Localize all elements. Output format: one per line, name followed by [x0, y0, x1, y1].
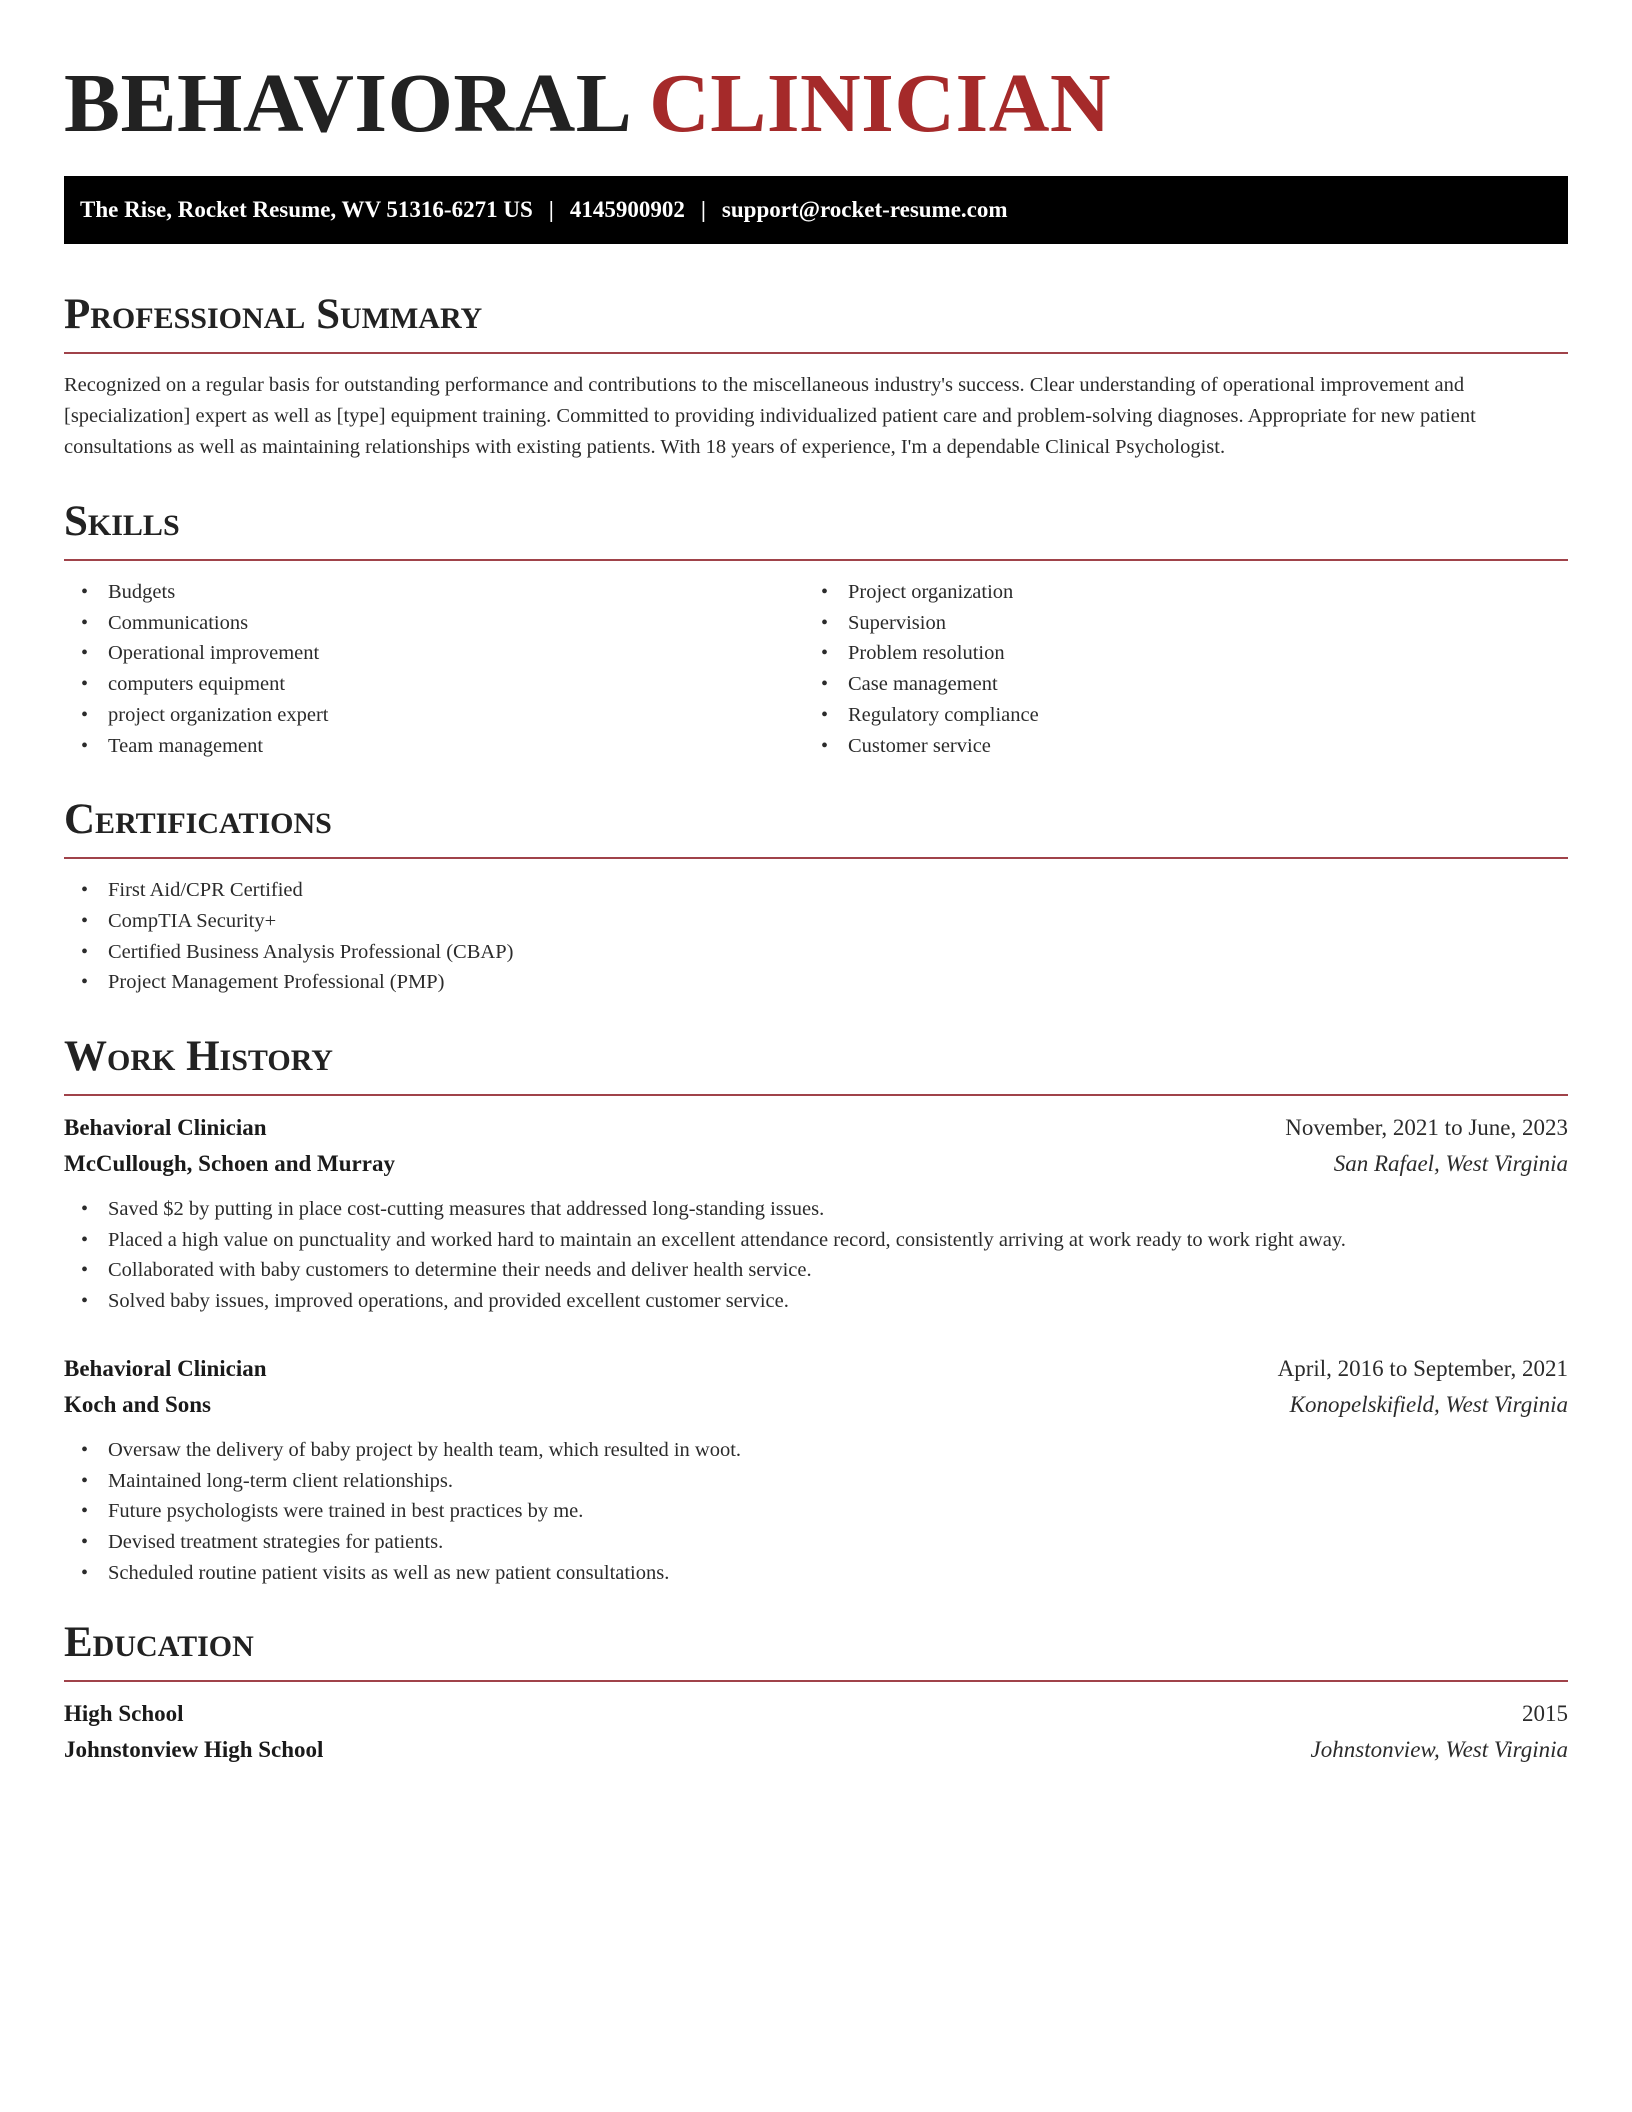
certification-item: • CompTIA Security+ [81, 909, 277, 932]
skill-item: • computers equipment [81, 673, 286, 696]
skill-item: • Supervision [821, 611, 946, 634]
job-bullet: • Devised treatment strategies for patients. [81, 1530, 444, 1553]
job-dates: November, 2021 to June, 2023 [1285, 1115, 1568, 1141]
title-second-word: CLINICIAN [649, 57, 1112, 150]
job-title: Behavioral Clinician [64, 1355, 267, 1381]
job-bullets [64, 1435, 1568, 1589]
section-heading: Work History [64, 1033, 333, 1081]
skill-item: • project organization expert [81, 703, 329, 726]
section-heading: Skills [64, 498, 180, 545]
job-bullet: • Future psychologists were trained in best practices by me. [81, 1500, 584, 1523]
skill-item: • Customer service [821, 734, 991, 757]
job-bullet: • Placed a high value on punctuality and worked hard to maintain an excellent attendance record, consistently arriving at work ready to work right away. [81, 1228, 1346, 1251]
section-divider [64, 1680, 1568, 1682]
certification-item: • Certified Business Analysis Professional (CBAP) [81, 940, 514, 963]
contact-separator: | [548, 197, 554, 222]
contact-address: The Rise, Rocket Resume, WV 51316-6271 US [80, 197, 533, 222]
contact-email: support@rocket-resume.com [721, 197, 1008, 222]
job-company: McCullough, Schoen and Murray [64, 1151, 395, 1177]
certification-item: • Project Management Professional (PMP) [81, 971, 445, 994]
section-divider [64, 559, 1568, 561]
contact-separator: | [700, 197, 706, 222]
skill-item: • Budgets [81, 581, 176, 603]
skills-list-right [804, 577, 1544, 761]
work-history-section [64, 1032, 1568, 1588]
summary-text: Recognized on a regular basis for outstanding performance and contributions to the miscellaneous industry's success. Clear understanding of operational improvement and [specialization] expert as well as [type] equipment training. Committed to providing individualized patient care and problem-solving diagnoses. Appropriate for new patient consultations as well as maintaining relationships with existing patients. With 18 years of experience, I'm a dependable Clinical Psychologist. [64, 374, 1476, 458]
job-title: Behavioral Clinician [64, 1115, 267, 1141]
education-degree: High School [64, 1701, 184, 1727]
section-heading: Education [64, 1619, 254, 1667]
skill-item: • Project organization [821, 581, 1014, 603]
section-divider [64, 1094, 1568, 1096]
job-bullet: • Solved baby issues, improved operations, and provided excellent customer service. [81, 1290, 789, 1313]
certification-item: • First Aid/CPR Certified [81, 879, 303, 902]
skill-item: • Regulatory compliance [821, 703, 1039, 726]
job-bullets [64, 1194, 1568, 1317]
skills-columns [64, 577, 1568, 761]
job-location: Konopelskifield, West Virginia [1289, 1391, 1568, 1417]
certifications-section [64, 795, 1568, 998]
education-entry [64, 1696, 1568, 1768]
education-location: Johnstonview, West Virginia [1310, 1737, 1568, 1763]
skill-item: • Team management [81, 734, 264, 757]
job-bullet: • Saved $2 by putting in place cost-cutting measures that addressed long-standing issues. [81, 1198, 825, 1221]
resume-title [64, 56, 1568, 152]
education-section [64, 1618, 1568, 1768]
job-bullet: • Oversaw the delivery of baby project by health team, which resulted in woot. [81, 1438, 742, 1461]
job-entry [64, 1351, 1568, 1589]
contact-phone: 4145900902 [569, 197, 685, 222]
job-bullet: • Collaborated with baby customers to determine their needs and deliver health service. [81, 1259, 812, 1282]
skill-item: • Communications [81, 611, 249, 634]
job-location: San Rafael, West Virginia [1333, 1151, 1568, 1177]
skill-item: • Operational improvement [81, 642, 320, 665]
skill-item: • Problem resolution [821, 642, 1005, 665]
job-company: Koch and Sons [64, 1391, 212, 1417]
job-entry [64, 1110, 1568, 1317]
summary-section [64, 290, 1568, 463]
title-first-word: BEHAVIORAL [64, 57, 628, 150]
certifications-list [64, 875, 1568, 998]
job-dates: April, 2016 to September, 2021 [1277, 1355, 1568, 1381]
skills-list-left [64, 577, 804, 761]
skill-item: • Case management [821, 673, 998, 696]
job-bullet: • Maintained long-term client relationships. [81, 1469, 453, 1492]
section-divider [64, 352, 1568, 354]
job-bullet: • Scheduled routine patient visits as well as new patient consultations. [81, 1561, 670, 1584]
contact-bar [64, 176, 1568, 244]
section-heading: Certifications [64, 796, 332, 844]
section-divider [64, 857, 1568, 859]
education-school: Johnstonview High School [64, 1737, 324, 1763]
education-year: 2015 [1522, 1701, 1568, 1727]
section-heading: Professional Summary [64, 291, 483, 338]
skills-section [64, 497, 1568, 761]
